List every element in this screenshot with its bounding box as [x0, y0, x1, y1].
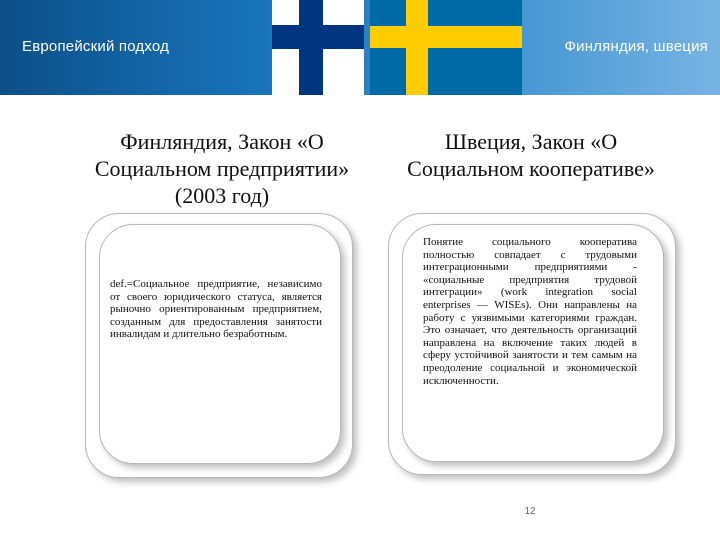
- finland-law-title: Финляндия, Закон «О Социальном предприятии» (2003 год): [94, 129, 350, 208]
- page-number: 12: [524, 506, 536, 517]
- header-band: [0, 0, 720, 95]
- finland-flag-cross-horizontal: [272, 25, 364, 49]
- finland-definition-text: def.=Социальное предприятие, независимо от своего юридического статуса, является рыночно ориентированным предприятием, созданным для предоставления занятости инвалидам и длительно безработным.: [110, 278, 322, 341]
- sweden-description-text: Понятие социального кооператива полностью совпадает с трудовыми интеграционными предприятиями - «социальные предприятия трудовой интеграции» (work integration social enterprises — WISEs). Они направлены на работу с уязвимыми категориями граждан. Это означает, что деятельность организаций направлена на включение таких людей в сферу устойчивой занятости и тем самым на преодоление социальной и экономической исключенности.: [423, 236, 637, 387]
- sweden-flag: [370, 0, 522, 95]
- sweden-law-title: Швеция, Закон «О Социальном кооперативе»: [407, 129, 655, 181]
- finland-flag: [272, 0, 364, 95]
- finland-box-inner: [99, 224, 341, 464]
- header-subtitle: Финляндия, швеция: [564, 38, 708, 55]
- sweden-flag-cross-horizontal: [370, 26, 522, 48]
- header-title: Европейский подход: [22, 38, 170, 55]
